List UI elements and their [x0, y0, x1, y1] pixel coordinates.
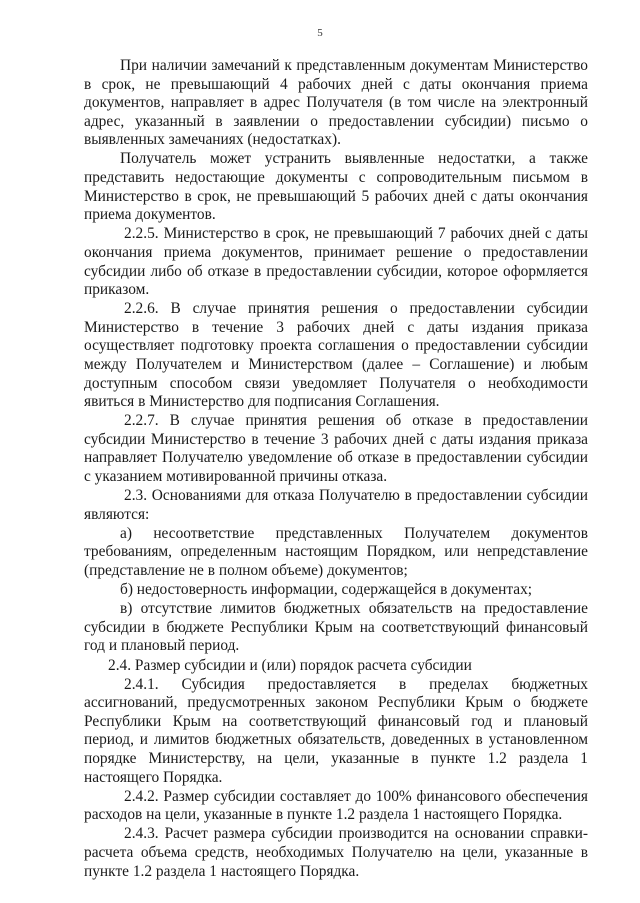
paragraph-2-2-7: 2.2.7. В случае принятия решения об отказе в предоставлении субсидии Министерство в течение 3 рабочих дней с даты издания приказа направляет Получателю уведомление об отказе в предоставлении субсидии с указанием мотивированной причины отказа.: [84, 412, 588, 486]
paragraph-2-4-2: 2.4.2. Размер субсидии составляет до 100% финансового обеспечения расходов на цели, указанные в пункте 1.2 раздела 1 настоящего Порядка.: [84, 787, 588, 824]
paragraph-2-3: 2.3. Основаниями для отказа Получателю в предоставлении субсидии являются:: [84, 487, 588, 523]
paragraph-2-2-6: 2.2.6. В случае принятия решения о предоставлении субсидии Министерство в течение 3 рабочих дней с даты издания приказа осуществляет подготовку проекта соглашения о предоставлении субсидии между Получателем и Министерством (далее – Соглашение) и любым доступным способом связи уведомляет Получателя о необходимости явиться в Министерство для подписания Соглашения.: [84, 300, 588, 411]
page-number: 5: [317, 27, 323, 39]
paragraph-2-4-1: 2.4.1. Субсидия предоставляется в пределах бюджетных ассигнований, предусмотренных законом Республики Крым о бюджете Республики Крым на соответствующий финансовый год и плановый период, и лимитов бюджетных обязательств, доведенных в установленном порядке Министерству, на цели, указанные в пункте 1.2 раздела 1 настоящего Порядка.: [84, 675, 588, 786]
paragraph-2-2-5: 2.2.5. Министерство в срок, не превышающий 7 рабочих дней с даты окончания приема документов, принимает решение о предоставлении субсидии либо об отказе в предоставлении субсидии, которое оформляется приказом.: [84, 225, 588, 299]
paragraph-2-4-heading: 2.4. Размер субсидии и (или) порядок расчета субсидии: [108, 656, 472, 674]
paragraph-2-3-b: б) недостоверность информации, содержащейся в документах;: [120, 581, 533, 599]
paragraph-2-4-3: 2.4.3. Расчет размера субсидии производится на основании справки-расчета объема средств, необходимых Получателю на цели, указанные в пункте 1.2 раздела 1 настоящего Порядка.: [84, 825, 588, 880]
paragraph-remarks: При наличии замечаний к представленным документам Министерство в срок, не превышающий 4 рабочих дней с даты окончания приема документов, направляет в адрес Получателя (в том числе на электронный адрес, указанный в заявлении о предоставлении субсидии) письмо о выявленных замечаниях (недостатках).: [84, 57, 588, 149]
paragraph-2-3-a: а) несоответствие представленных Получателем документов требованиям, определенным настоящим Порядком, или непредставление (представление не в полном объеме) документов;: [84, 524, 588, 580]
paragraph-fix-deficiencies: Получатель может устранить выявленные недостатки, а также представить недостающие документы с сопроводительным письмом в Министерство в срок, не превышающий 5 рабочих дней с даты окончания приема документов.: [84, 150, 588, 224]
paragraph-2-3-v: в) отсутствие лимитов бюджетных обязательств на предоставление субсидии в бюджете Республики Крым на соответствующий финансовый год и плановый период.: [84, 600, 588, 655]
document-body: [84, 57, 588, 882]
